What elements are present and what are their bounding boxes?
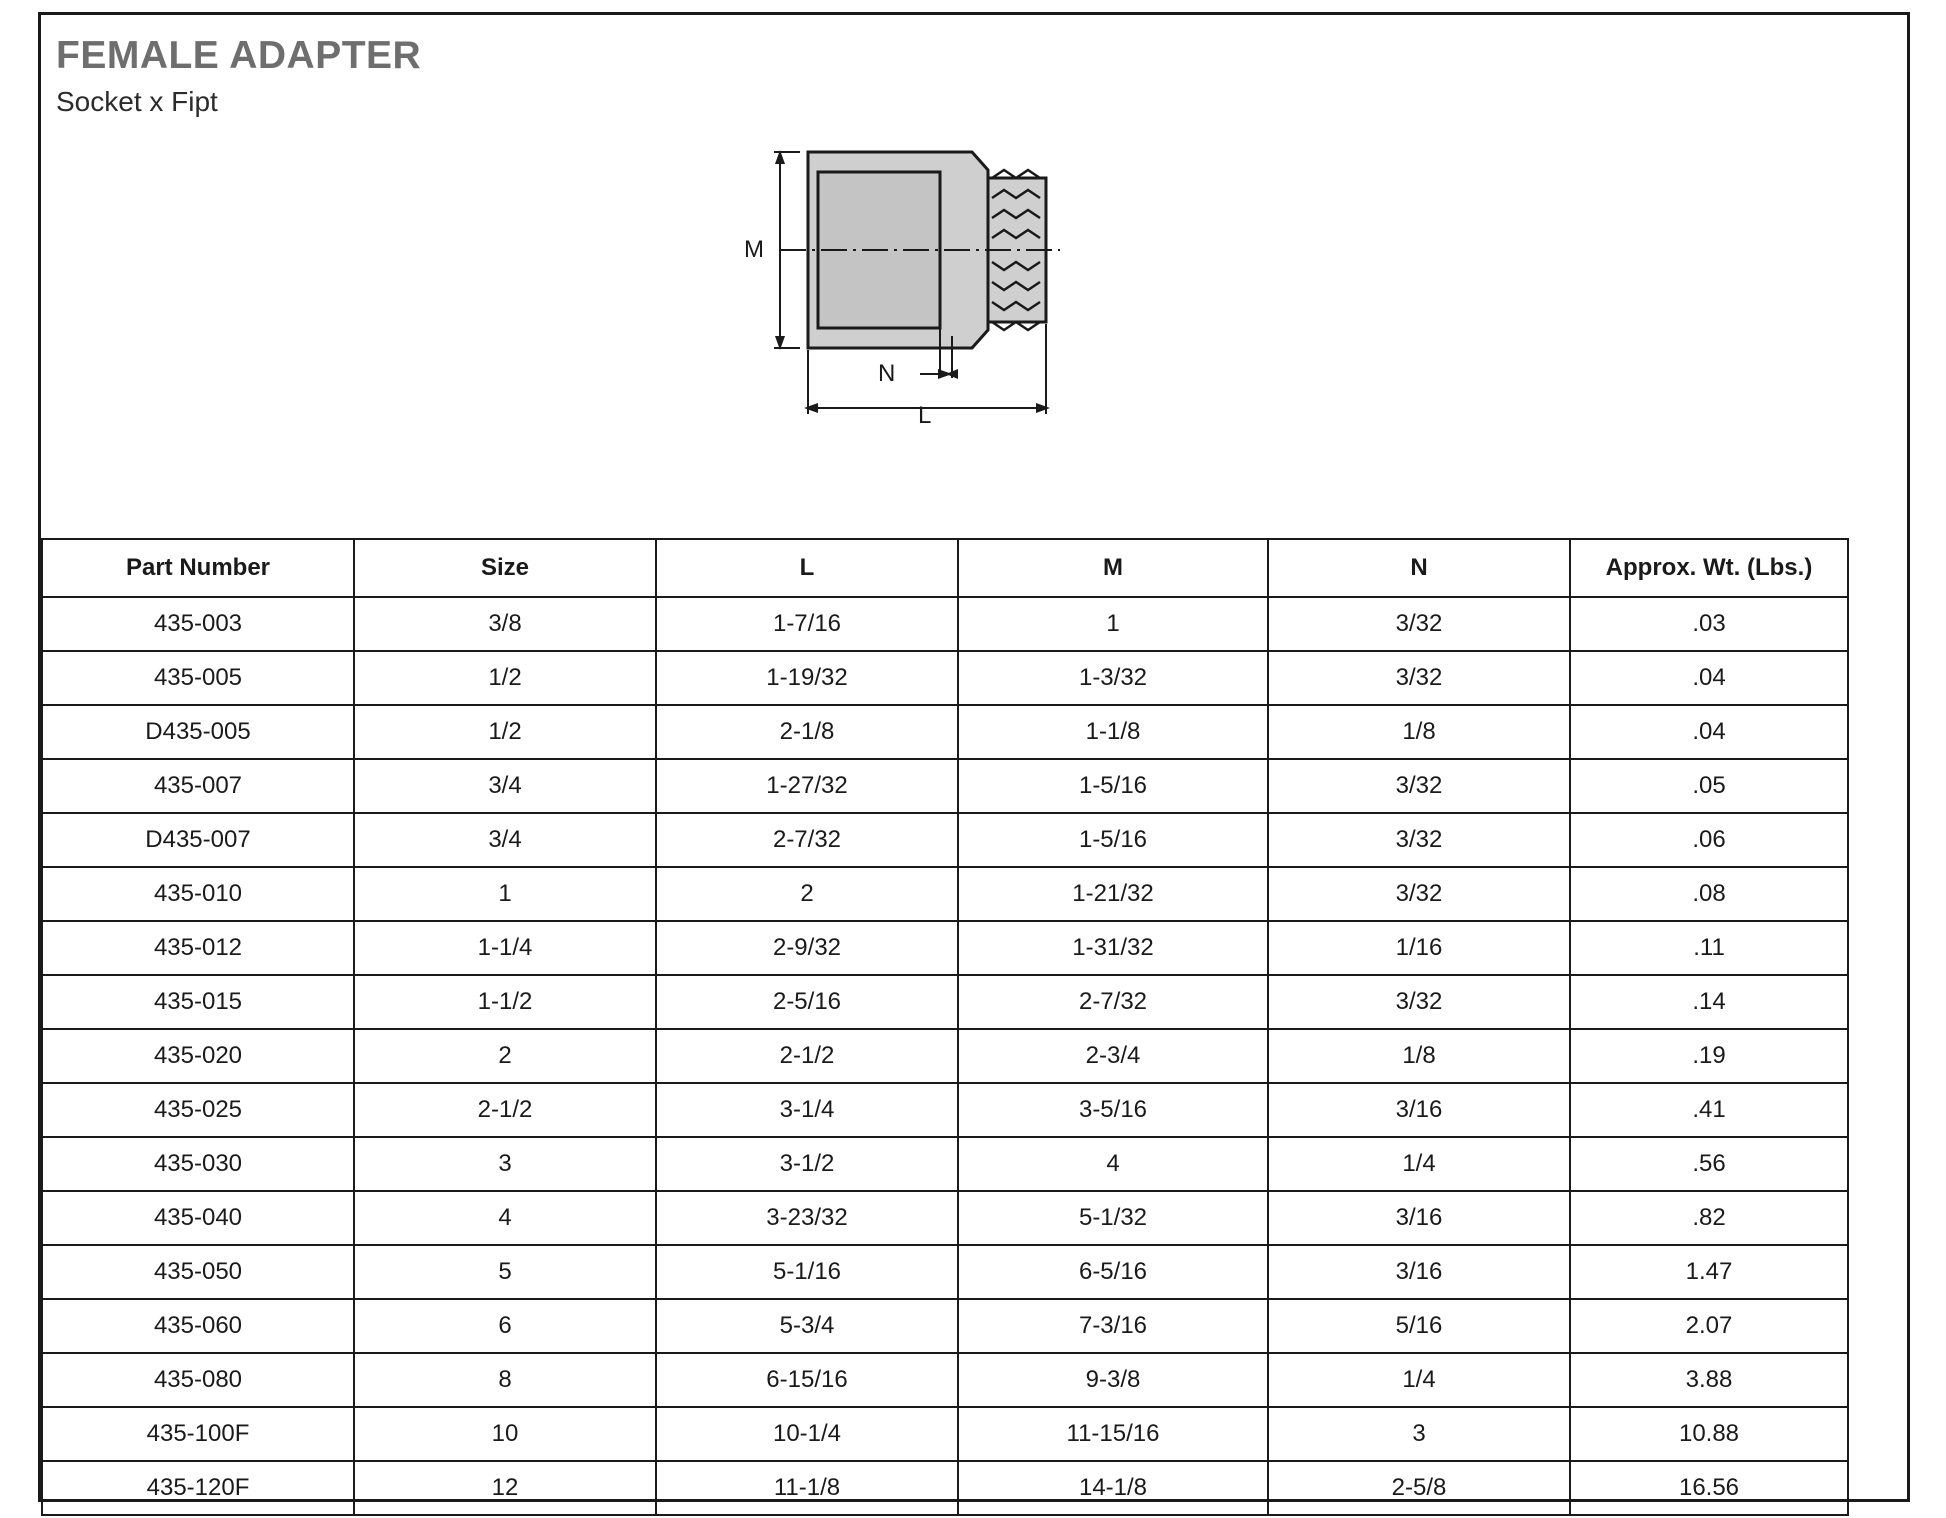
cell-m: 11-15/16 [958,1407,1268,1461]
cell-part-number: 435-010 [42,867,354,921]
table-row [42,1245,1848,1299]
cell-size: 12 [354,1461,656,1515]
cell-m: 14-1/8 [958,1461,1268,1515]
cell-size: 2 [354,1029,656,1083]
column-header-size: Size [354,539,656,597]
cell-size: 3/4 [354,813,656,867]
cell-m: 6-5/16 [958,1245,1268,1299]
cell-weight: .08 [1570,867,1848,921]
table-row [42,1029,1848,1083]
table-row [42,867,1848,921]
cell-n: 1/16 [1268,921,1570,975]
cell-m: 1-21/32 [958,867,1268,921]
cell-l: 2-1/2 [656,1029,958,1083]
product-drawing [744,140,1320,440]
cell-size: 1-1/2 [354,975,656,1029]
table-row [42,1299,1848,1353]
cell-m: 1-5/16 [958,813,1268,867]
table-row [42,921,1848,975]
cell-size: 3 [354,1137,656,1191]
cell-part-number: 435-040 [42,1191,354,1245]
cell-size: 1/2 [354,705,656,759]
page-subtitle: Socket x Fipt [56,85,218,117]
cell-part-number: 435-007 [42,759,354,813]
table-row [42,597,1848,651]
cell-part-number: 435-100F [42,1407,354,1461]
cell-weight: 3.88 [1570,1353,1848,1407]
cell-size: 1-1/4 [354,921,656,975]
cell-weight: .19 [1570,1029,1848,1083]
cell-m: 1-1/8 [958,705,1268,759]
cell-m: 2-3/4 [958,1029,1268,1083]
page-title: FEMALE ADAPTER [56,34,422,77]
cell-m: 9-3/8 [958,1353,1268,1407]
table-row [42,1191,1848,1245]
column-header-m: M [958,539,1268,597]
cell-n: 3/32 [1268,759,1570,813]
cell-size: 3/8 [354,597,656,651]
cell-m: 3-5/16 [958,1083,1268,1137]
cell-weight: .41 [1570,1083,1848,1137]
cell-part-number: 435-030 [42,1137,354,1191]
cell-m: 7-3/16 [958,1299,1268,1353]
cell-m: 4 [958,1137,1268,1191]
cell-part-number: 435-003 [42,597,354,651]
dimension-label-m: M [744,236,764,263]
cell-size: 2-1/2 [354,1083,656,1137]
cell-l: 6-15/16 [656,1353,958,1407]
cell-part-number: 435-080 [42,1353,354,1407]
cell-part-number: 435-005 [42,651,354,705]
cell-n: 3/32 [1268,813,1570,867]
cell-n: 1/8 [1268,1029,1570,1083]
table-row [42,759,1848,813]
table-row [42,975,1848,1029]
cell-weight: 1.47 [1570,1245,1848,1299]
cell-n: 3 [1268,1407,1570,1461]
cell-n: 3/32 [1268,651,1570,705]
cell-weight: .03 [1570,597,1848,651]
cell-l: 1-7/16 [656,597,958,651]
dimension-label-l: L [918,402,932,429]
cell-l: 3-1/2 [656,1137,958,1191]
cell-l: 2-9/32 [656,921,958,975]
cell-n: 3/16 [1268,1191,1570,1245]
cell-n: 3/32 [1268,975,1570,1029]
cell-part-number: 435-020 [42,1029,354,1083]
cell-weight: 16.56 [1570,1461,1848,1515]
cell-weight: .11 [1570,921,1848,975]
cell-l: 2-1/8 [656,705,958,759]
cell-l: 10-1/4 [656,1407,958,1461]
cell-l: 2 [656,867,958,921]
cell-l: 3-23/32 [656,1191,958,1245]
cell-size: 8 [354,1353,656,1407]
cell-n: 5/16 [1268,1299,1570,1353]
cell-size: 10 [354,1407,656,1461]
cell-n: 3/16 [1268,1245,1570,1299]
cell-part-number: 435-050 [42,1245,354,1299]
cell-weight: .14 [1570,975,1848,1029]
cell-size: 6 [354,1299,656,1353]
cell-l: 5-1/16 [656,1245,958,1299]
cell-n: 1/4 [1268,1137,1570,1191]
cell-n: 3/16 [1268,1083,1570,1137]
table-header-row [42,539,1848,597]
cell-weight: .04 [1570,705,1848,759]
cell-weight: 10.88 [1570,1407,1848,1461]
cell-size: 1 [354,867,656,921]
table-row [42,1461,1848,1515]
adapter-cross-section-svg [760,140,1320,440]
cell-size: 4 [354,1191,656,1245]
cell-l: 11-1/8 [656,1461,958,1515]
cell-weight: .56 [1570,1137,1848,1191]
cell-size: 5 [354,1245,656,1299]
dimension-label-n: N [878,360,896,387]
cell-m: 1 [958,597,1268,651]
cell-size: 1/2 [354,651,656,705]
cell-n: 2-5/8 [1268,1461,1570,1515]
column-header-part-number: Part Number [42,539,354,597]
specification-table-wrap [41,538,1907,1516]
cell-n: 1/4 [1268,1353,1570,1407]
cell-m: 5-1/32 [958,1191,1268,1245]
table-row [42,1083,1848,1137]
header-block [56,36,756,118]
cell-n: 3/32 [1268,597,1570,651]
cell-part-number: 435-025 [42,1083,354,1137]
table-row [42,705,1848,759]
cell-l: 5-3/4 [656,1299,958,1353]
cell-m: 1-3/32 [958,651,1268,705]
cell-weight: .82 [1570,1191,1848,1245]
cell-l: 3-1/4 [656,1083,958,1137]
cell-weight: .05 [1570,759,1848,813]
cell-size: 3/4 [354,759,656,813]
table-row [42,813,1848,867]
column-header-weight: Approx. Wt. (Lbs.) [1570,539,1848,597]
table-body [42,597,1848,1515]
specification-table [41,538,1849,1516]
cell-l: 2-7/32 [656,813,958,867]
cell-part-number: D435-007 [42,813,354,867]
cell-weight: .06 [1570,813,1848,867]
cell-l: 1-19/32 [656,651,958,705]
cell-m: 1-5/16 [958,759,1268,813]
cell-part-number: 435-015 [42,975,354,1029]
cell-n: 1/8 [1268,705,1570,759]
table-row [42,651,1848,705]
cell-part-number: 435-120F [42,1461,354,1515]
column-header-n: N [1268,539,1570,597]
table-row [42,1137,1848,1191]
cell-part-number: 435-012 [42,921,354,975]
cell-weight: 2.07 [1570,1299,1848,1353]
cell-l: 1-27/32 [656,759,958,813]
cell-m: 2-7/32 [958,975,1268,1029]
cell-part-number: 435-060 [42,1299,354,1353]
table-row [42,1407,1848,1461]
cell-weight: .04 [1570,651,1848,705]
cell-l: 2-5/16 [656,975,958,1029]
cell-part-number: D435-005 [42,705,354,759]
table-row [42,1353,1848,1407]
cell-n: 3/32 [1268,867,1570,921]
cell-m: 1-31/32 [958,921,1268,975]
column-header-l: L [656,539,958,597]
